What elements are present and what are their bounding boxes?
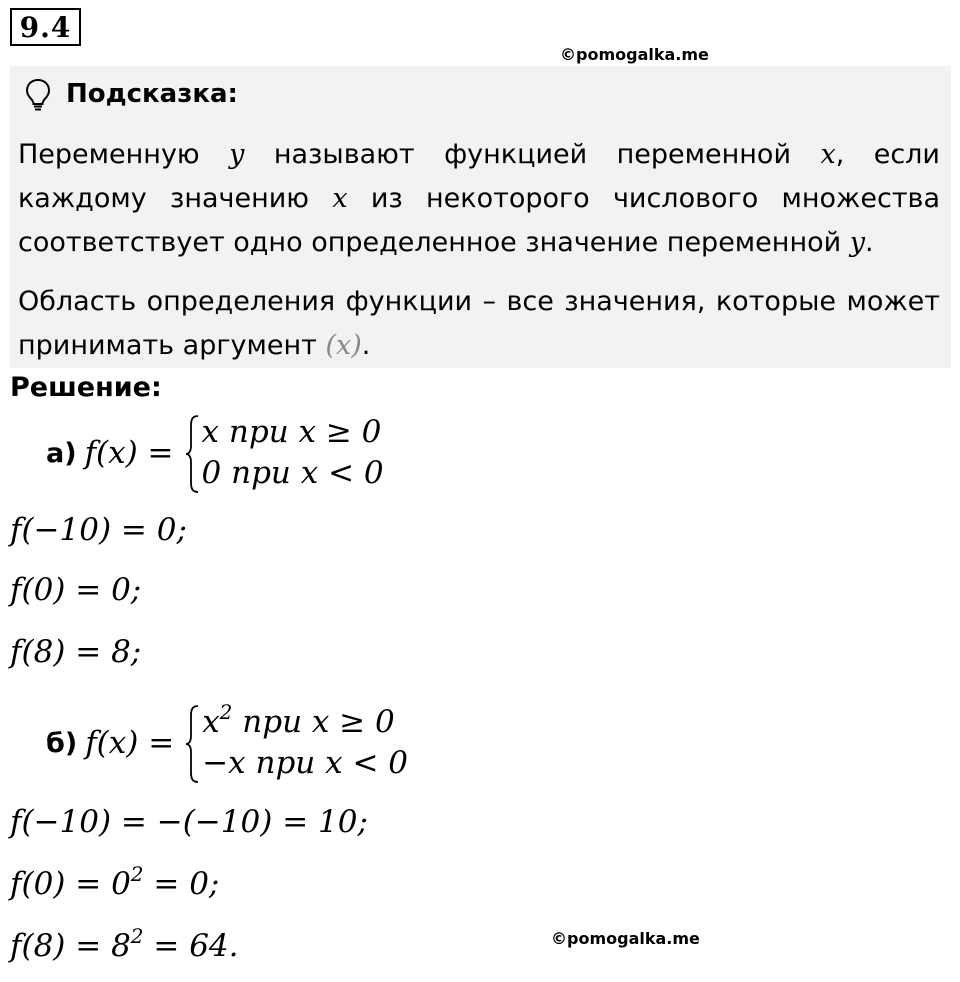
watermark-top: ©pomogalka.me <box>560 45 709 64</box>
part-a-line-2: f(0) = 0; <box>10 572 142 608</box>
lightbulb-icon <box>24 78 52 112</box>
piecewise-b <box>46 702 408 784</box>
curly-brace-icon <box>184 702 200 784</box>
hint-title: Подсказка: <box>66 79 238 109</box>
hint-box <box>10 66 951 368</box>
part-a-case-1: x при x ≥ 0 <box>201 414 382 450</box>
solution-title: Решение: <box>10 372 162 403</box>
task-number: 9.4 <box>10 8 81 46</box>
part-b-line-1: f(−10) = −(−10) = 10; <box>10 804 368 840</box>
hint-paragraph-domain: Область определения функции – все значения, которые может принимать аргумент (x). <box>18 286 940 361</box>
part-a-case-2: 0 при x < 0 <box>201 455 384 491</box>
part-a-line-3: f(8) = 8; <box>10 634 142 670</box>
part-a-label: а) <box>46 437 77 469</box>
hint-paragraph-definition: Переменную y называют функцией переменной x, если каждому значению x из некоторого числового множества соответствует одно определенное значение переменной y. <box>18 139 940 258</box>
part-b-line-3: $f(8) = 8^2 = 64$. <box>10 924 239 964</box>
watermark-bottom: ©pomogalka.me <box>551 929 700 948</box>
part-a-line-1: f(−10) = 0; <box>10 512 187 548</box>
part-b-case-2: −x при x < 0 <box>202 745 409 781</box>
curly-brace-icon <box>184 412 200 494</box>
part-b-lhs: f(x) = <box>85 725 175 761</box>
part-b-line-2: $f(0) = 0^2 = 0$; <box>10 862 220 902</box>
part-a-lhs: f(x) = <box>84 435 174 471</box>
piecewise-a <box>46 412 384 494</box>
part-b-label: б) <box>46 727 78 759</box>
part-b-case-1: $x^2$ при x ≥ 0 <box>202 700 395 740</box>
